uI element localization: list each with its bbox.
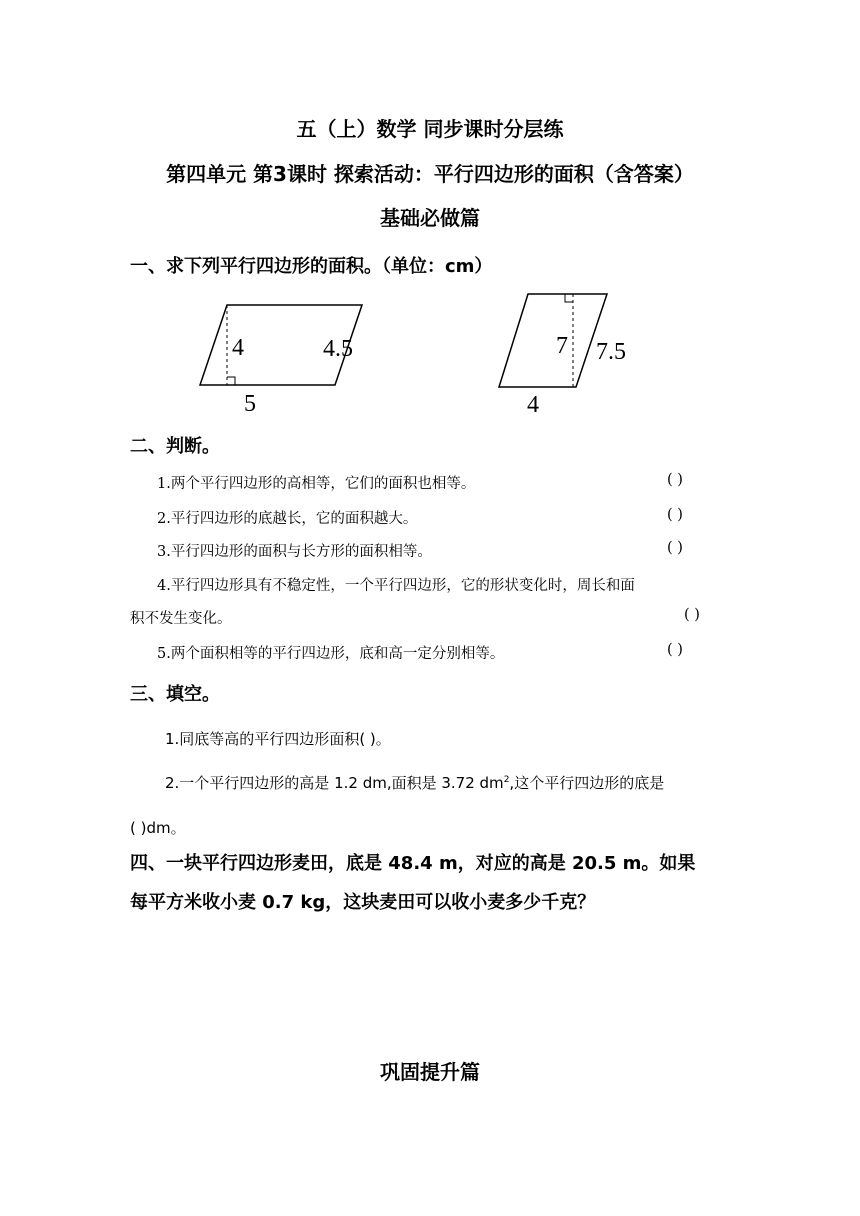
word-problem-line-1: 四、一块平行四边形麦田，底是 48.4 m，对应的高是 20.5 m。如果 bbox=[130, 853, 696, 874]
fill-item-2-continued: ( )dm。 bbox=[130, 819, 186, 837]
judge-answer-5[interactable]: ( ) bbox=[667, 642, 683, 658]
parallelogram-figure-2 bbox=[490, 284, 650, 419]
fill-item-2-text-end: ,这个平行四边形的底是 bbox=[509, 774, 665, 792]
judge-item-3: 3.平行四边形的面积与长方形的面积相等。 bbox=[157, 544, 432, 560]
page-title: 五（上）数学 同步课时分层练 bbox=[296, 117, 564, 141]
judge-item-4-continued: 积不发生变化。 bbox=[130, 611, 232, 627]
section3-heading: 三、填空。 bbox=[130, 684, 220, 705]
lesson-subtitle: 第四单元 第3课时 探索活动：平行四边形的面积（含答案） bbox=[166, 162, 694, 186]
fill-item-2 bbox=[165, 772, 664, 793]
part-heading-basic: 基础必做篇 bbox=[380, 206, 480, 230]
fill-item-1: 1.同底等高的平行四边形面积( )。 bbox=[165, 730, 391, 748]
section1-heading: 一、求下列平行四边形的面积。（单位：cm） bbox=[130, 256, 493, 277]
parallelogram-figure-1 bbox=[190, 296, 380, 416]
parallelogram-shape-2 bbox=[499, 294, 607, 387]
judge-answer-2[interactable]: ( ) bbox=[667, 507, 683, 523]
base-label-1: 5 bbox=[244, 391, 256, 416]
section2-heading: 二、判断。 bbox=[130, 436, 220, 457]
height-label-1: 4 bbox=[232, 335, 244, 361]
judge-item-1: 1.两个平行四边形的高相等，它们的面积也相等。 bbox=[157, 476, 476, 492]
judge-answer-1[interactable]: ( ) bbox=[667, 472, 683, 488]
height-label-2: 7 bbox=[556, 333, 568, 359]
right-angle-mark-1 bbox=[227, 377, 235, 385]
judge-item-5: 5.两个面积相等的平行四边形，底和高一定分别相等。 bbox=[157, 646, 505, 662]
side-label-2: 7.5 bbox=[596, 339, 626, 365]
right-angle-mark-2 bbox=[565, 294, 573, 302]
judge-answer-3[interactable]: ( ) bbox=[667, 540, 683, 556]
judge-item-4: 4.平行四边形具有不稳定性，一个平行四边形，它的形状变化时，周长和面 bbox=[157, 578, 635, 594]
side-label-1: 4.5 bbox=[323, 336, 353, 362]
judge-answer-4[interactable]: ( ) bbox=[684, 607, 700, 623]
part-heading-advanced: 巩固提升篇 bbox=[380, 1060, 480, 1084]
judge-item-2: 2.平行四边形的底越长，它的面积越大。 bbox=[157, 511, 418, 527]
base-label-2: 4 bbox=[527, 392, 539, 418]
fill-item-2-sup: 2 bbox=[503, 775, 510, 785]
word-problem-line-2: 每平方米收小麦 0.7 kg，这块麦田可以收小麦多少千克？ bbox=[130, 892, 596, 913]
fill-item-2-text: 2.一个平行四边形的高是 1.2 dm,面积是 3.72 dm bbox=[165, 774, 504, 792]
